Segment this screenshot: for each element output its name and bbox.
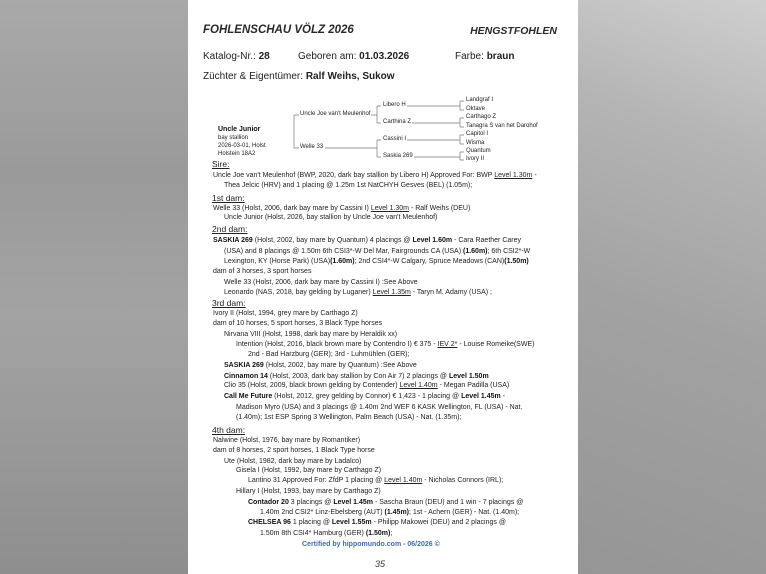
text-run: Thea Jelcic (HRV) and 1 placing @ 1.25m 1st NatCHYH Gesves (BEL) (1.05m);: [224, 182, 473, 189]
text-run: Clio 35 (Holst, 2009, black brown gelding by Contender): [224, 382, 400, 389]
dam4-record-line: [213, 446, 375, 455]
text-run: ;: [390, 530, 393, 537]
text-run: -: [532, 172, 537, 179]
text-run: dam of 3 horses, 3 sport horses: [213, 268, 312, 275]
text-run: Madison Myro (USA) and 3 placings @ 1.40m 2nd WEF 6 KASK Wellington, FL (USA) - Nat.: [236, 404, 523, 411]
dam3-record-line: [236, 403, 522, 412]
sire-bracket: [371, 106, 381, 123]
text-run: (1.50m): [504, 258, 529, 265]
breeder-value: Ralf Weihs, Sukow: [305, 71, 395, 82]
pedigree-foal-detail: bay stallion: [218, 135, 249, 141]
text-run: Level 1.50m: [448, 373, 489, 380]
text-run: Ute (Holst, 1982, dark bay mare by Ladalco): [224, 458, 362, 465]
text-run: - Louise Romeike(SWE): [457, 341, 535, 348]
dam2-record-line: [224, 247, 530, 256]
text-run: - Cara Raether Carey: [452, 237, 521, 244]
pedigree-dam: Welle 33: [300, 144, 324, 150]
text-run: Level 1.55m: [331, 519, 372, 526]
text-run: CHELSEA 96: [248, 519, 291, 526]
dam3-record-line: [224, 392, 505, 401]
libero-bracket: [407, 101, 464, 110]
catalog-label: Katalog-Nr.:: [203, 51, 256, 62]
text-run: Gisela I (Holst, 1992, bay mare by Carthago Z): [236, 467, 382, 474]
dam3-record-line: [224, 372, 489, 381]
dam-bracket: [325, 140, 381, 157]
text-run: ; 1st - Achern (GER) - Nat. (1.40m);: [409, 509, 520, 516]
text-run: Ivory II (Holst, 1994, grey mare by Carthago Z): [213, 310, 358, 317]
saskia-bracket: [414, 152, 464, 160]
cassini-bracket: [407, 135, 464, 144]
text-run: (Holst, 2012, grey gelding by Connor) € 1,423 - 1 placing @: [272, 393, 462, 400]
text-run: - Ralf Weihs (DEU): [408, 205, 471, 212]
text-run: (1.40m); 1st ESP Spring 3 Wellington, Palm Beach (USA) - Nat. (1.35m);: [236, 414, 462, 421]
dam4-record-line: [248, 476, 503, 485]
dam1-record-line: [213, 204, 470, 213]
dam3-record-line: [236, 413, 461, 422]
text-run: Welle 33 (Holst, 2006, dark bay mare by Cassini I) :See Above: [224, 279, 418, 286]
text-run: (1.60m): [330, 258, 355, 265]
section-heading-3rd-dam: 3rd dam:: [212, 298, 246, 308]
dam4-record-line: [236, 487, 381, 496]
text-run: dam of 10 horses, 5 sport horses, 3 Black Type horses: [213, 320, 383, 327]
carthina-bracket: [412, 118, 464, 127]
text-run: Welle 33 (Holst, 2006, dark bay mare by Cassini I): [213, 205, 371, 212]
pedigree-grandparent: Carthina Z: [383, 119, 412, 125]
text-run: Hillary I (Holst, 1993, bay mare by Carthago Z): [236, 488, 381, 495]
dam2-record-line: [213, 267, 311, 276]
section-heading-2nd-dam: 2nd dam:: [212, 224, 248, 234]
page-number: 35: [375, 559, 386, 569]
text-run: Level 1.45m: [333, 499, 374, 506]
text-run: Lexington, KY (Horse Park) (USA): [224, 258, 331, 265]
dam4-record-line: [248, 498, 523, 507]
text-run: Level 1.45m: [461, 393, 501, 400]
text-run: SASKIA 269: [224, 362, 264, 369]
section-heading-4th-dam: 4th dam:: [212, 425, 246, 435]
pedigree-foal-name: Uncle Junior: [218, 126, 261, 133]
text-run: 1.40m 2nd CSI2* Linz-Ebelsberg (AUT): [260, 509, 385, 516]
section-heading-sire: Sire:: [212, 159, 230, 169]
text-run: ; 2nd CSI4*-W Calgary, Spruce Meadows (CAN): [354, 258, 505, 265]
text-run: - Nicholas Connors (IRL);: [422, 477, 504, 484]
text-run: (Holst, 2003, dark bay stallion by Con Air 7) 2 placings @: [267, 373, 449, 380]
text-run: ; 6th CSI2*-W: [487, 248, 531, 255]
text-run: Level 1.30m: [494, 172, 533, 179]
text-run: - Taryn M. Adamy (USA) ;: [410, 289, 492, 296]
category-label: HENGSTFOHLEN: [470, 25, 557, 37]
text-run: Contador 20: [248, 499, 289, 506]
dam3-record-line: [213, 319, 382, 328]
text-run: Call Me Future: [224, 393, 273, 400]
text-run: Level 1.60m: [412, 237, 453, 244]
pedigree-great-grandparent: Wisma: [466, 140, 485, 146]
pedigree-great-grandparent: Carthago Z: [466, 114, 497, 120]
coat-color-label: Farbe:: [455, 51, 484, 62]
dam2-record-line: [224, 257, 529, 266]
pedigree-grandparent: Libero H: [383, 102, 406, 108]
coat-color-value: braun: [486, 51, 515, 62]
text-run: 2nd - Bad Harzburg (GER); 3rd - Luhmühlen (GER);: [248, 351, 410, 358]
text-run: SASKIA 269: [213, 237, 253, 244]
certification-note: Certified by hippomundo.com - 06/2026 ©: [302, 541, 440, 548]
dam2-record-line: [213, 236, 521, 245]
dam4-record-line: [213, 436, 360, 445]
pedigree-great-grandparent: Ivory II: [466, 156, 485, 162]
text-run: Intention (Holst, 2016, black brown mare by Contendro I) € 375 -: [236, 341, 438, 348]
section-heading-1st-dam: 1st dam:: [212, 193, 245, 203]
pedigree-great-grandparent: Tanagra S van het Darohof: [466, 123, 538, 129]
dam3-record-line: [224, 361, 417, 370]
dam4-record-line: [260, 508, 519, 517]
text-run: - Sascha Braun (DEU) and 1 win - 7 placings @: [373, 499, 524, 506]
dam3-record-line: [213, 309, 358, 318]
text-run: Lantino 31 Approved For: ZfdP 1 placing @: [248, 477, 385, 484]
pedigree-foal-detail: Holstein 18A2: [218, 151, 256, 157]
text-run: (Holst, 2002, bay mare by Quantum) 4 placings @: [252, 237, 413, 244]
pedigree-great-grandparent: Oktave: [466, 106, 486, 112]
text-run: Level 1.35m: [372, 289, 411, 296]
text-run: Nalwine (Holst, 1976, bay mare by Romantiker): [213, 437, 361, 444]
text-run: (USA) and 8 placings @ 1.50m 6th CSI3*-W Del Mar, Fairgrounds CA (USA): [224, 248, 463, 255]
dam3-record-line: [224, 381, 509, 390]
text-run: Level 1.30m: [370, 205, 409, 212]
text-run: Level 1.40m: [384, 477, 423, 484]
pedigree-sire: Uncle Joe van't Meulenhof: [300, 111, 371, 117]
text-run: -: [500, 393, 506, 400]
dam2-record-line: [224, 278, 418, 287]
page-title: FOHLENSCHAU VÖLZ 2026: [203, 24, 354, 36]
text-run: (Holst, 2002, bay mare by Quantum) :See Above: [263, 362, 417, 369]
catalog-value: 28: [258, 51, 270, 62]
sire-record-line: [213, 171, 537, 180]
text-run: (1.60m): [462, 248, 488, 255]
text-run: Leonardo (NAS, 2018, bay gelding by Luganer): [224, 289, 373, 296]
text-run: IEV 2*: [437, 341, 458, 348]
pedigree-foal-detail: 2026-03-01, Holst: [218, 143, 266, 149]
text-run: Level 1.40m: [399, 382, 438, 389]
birth-date-label: Geboren am:: [298, 51, 357, 62]
dam3-record-line: [224, 330, 397, 339]
sire-record-line: [224, 181, 472, 190]
text-run: (1.50m): [365, 530, 391, 537]
dam3-record-line: [248, 350, 409, 359]
text-run: Uncle Joe van't Meulenhof (BWP, 2020, dark bay stallion by Libero H) Approved For: BWP: [213, 172, 495, 179]
text-run: - Megan Padilla (USA): [437, 382, 510, 389]
dam4-record-line: [236, 466, 381, 475]
breeder-label: Züchter & Eigentümer:: [203, 71, 304, 82]
text-run: 1.50m 8th CSI4* Hamburg (GER): [260, 530, 366, 537]
pedigree-great-grandparent: Capitol I: [466, 131, 489, 137]
dam4-record-line: [248, 518, 506, 527]
pedigree-grandparent: Saskia 269: [383, 153, 413, 159]
text-run: 3 placings @: [288, 499, 334, 506]
pedigree-great-grandparent: Landgraf I: [466, 97, 494, 103]
birth-date-value: 01.03.2026: [359, 51, 410, 62]
text-run: 1 placing @: [290, 519, 332, 526]
dam3-record-line: [236, 340, 534, 349]
text-run: Nirvana VIII (Holst, 1998, dark bay mare by Heraldik xx): [224, 331, 398, 338]
dam2-record-line: [224, 288, 492, 297]
text-run: Cinnamon 14: [224, 373, 268, 380]
text-run: dam of 8 horses, 2 sport horses, 1 Black Type horse: [213, 447, 375, 454]
text-run: (1.45m): [384, 509, 410, 516]
pedigree-grandparent: Cassini I: [383, 136, 407, 142]
parents-bracket: [294, 115, 299, 148]
dam4-record-line: [224, 457, 361, 466]
pedigree-great-grandparent: Quantum: [466, 148, 491, 154]
dam1-record-line: [224, 213, 437, 222]
dam4-record-line: [260, 529, 392, 538]
text-run: - Philipp Makowei (DEU) and 2 placings @: [371, 519, 506, 526]
text-run: Uncle Junior (Holst, 2026, bay stallion by Uncle Joe van't Meulenhof): [224, 214, 438, 221]
